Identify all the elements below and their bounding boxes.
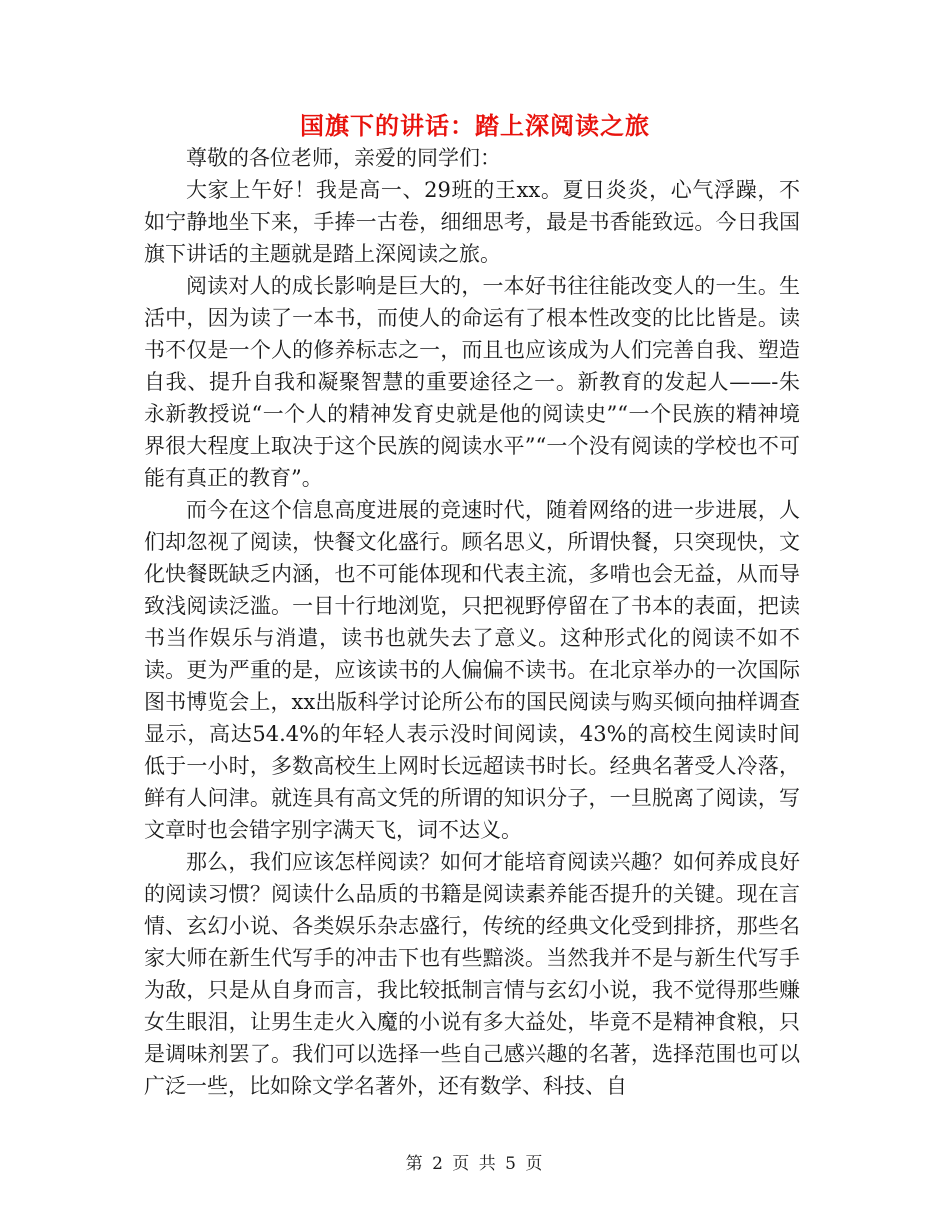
document-body (144, 142, 800, 1102)
paragraph-reading-impact: 阅读对人的成长影响是巨大的，一本好书往往能改变人的一生。生活中，因为读了一本书，而使人的命运有了根本性改变的比比皆是。读书不仅是一个人的修养标志之一，而且也应该成为人们完善自我、塑造自我、提升自我和凝聚智慧的重要途径之一。新教育的发起人——-朱永新教授说“一个人的精神发育史就是他的阅读史”“一个民族的精神境界很大程度上取决于这个民族的阅读水平”“一个没有阅读的学校也不可能有真正的教育”。 (144, 274, 800, 490)
page-number-footer: 第 2 页 共 5 页 (405, 1154, 545, 1174)
paragraph-greeting: 大家上午好！我是高一、29班的王xx。夏日炎炎，心气浮躁，不如宁静地坐下来，手捧一古卷，细细思考，最是书香能致远。今日我国旗下讲话的主题就是踏上深阅读之旅。 (144, 178, 800, 266)
paragraph-salutation: 尊敬的各位老师，亲爱的同学们： (186, 146, 501, 170)
document-title: 国旗下的讲话：踏上深阅读之旅 (300, 111, 650, 140)
paragraph-fast-food-culture: 而今在这个信息高度进展的竞速时代，随着网络的进一步进展，人们却忽视了阅读，快餐文化盛行。顾名思义，所谓快餐，只突现快，文化快餐既缺乏内涵，也不可能体现和代表主流，多啃也会无益，从而导致浅阅读泛滥。一目十行地浏览，只把视野停留在了书本的表面，把读书当作娱乐与消遣，读书也就失去了意义。这种形式化的阅读不如不读。更为严重的是，应该读书的人偏偏不读书。在北京举办的一次国际图书博览会上，xx出版科学讨论所公布的国民阅读与购买倾向抽样调查显示，高达54.4%的年轻人表示没时间阅读，43%的高校生阅读时间低于一小时，多数高校生上网时长远超读书时长。经典名著受人冷落，鲜有人问津。就连具有高文凭的所谓的知识分子，一旦脱离了阅读，写文章时也会错字别字满天飞，词不达义。 (144, 498, 800, 842)
paragraph-how-to-read: 那么，我们应该怎样阅读？如何才能培育阅读兴趣？如何养成良好的阅读习惯？阅读什么品质的书籍是阅读素养能否提升的关键。现在言情、玄幻小说、各类娱乐杂志盛行，传统的经典文化受到排挤，那些名家大师在新生代写手的冲击下也有些黯淡。当然我并不是与新生代写手为敌，只是从自身而言，我比较抵制言情与玄幻小说，我不觉得那些赚女生眼泪，让男生走火入魔的小说有多大益处，毕竟不是精神食粮，只是调味剂罢了。我们可以选择一些自己感兴趣的名著，选择范围也可以广泛一些，比如除文学名著外，还有数学、科技、自 (144, 850, 800, 1098)
